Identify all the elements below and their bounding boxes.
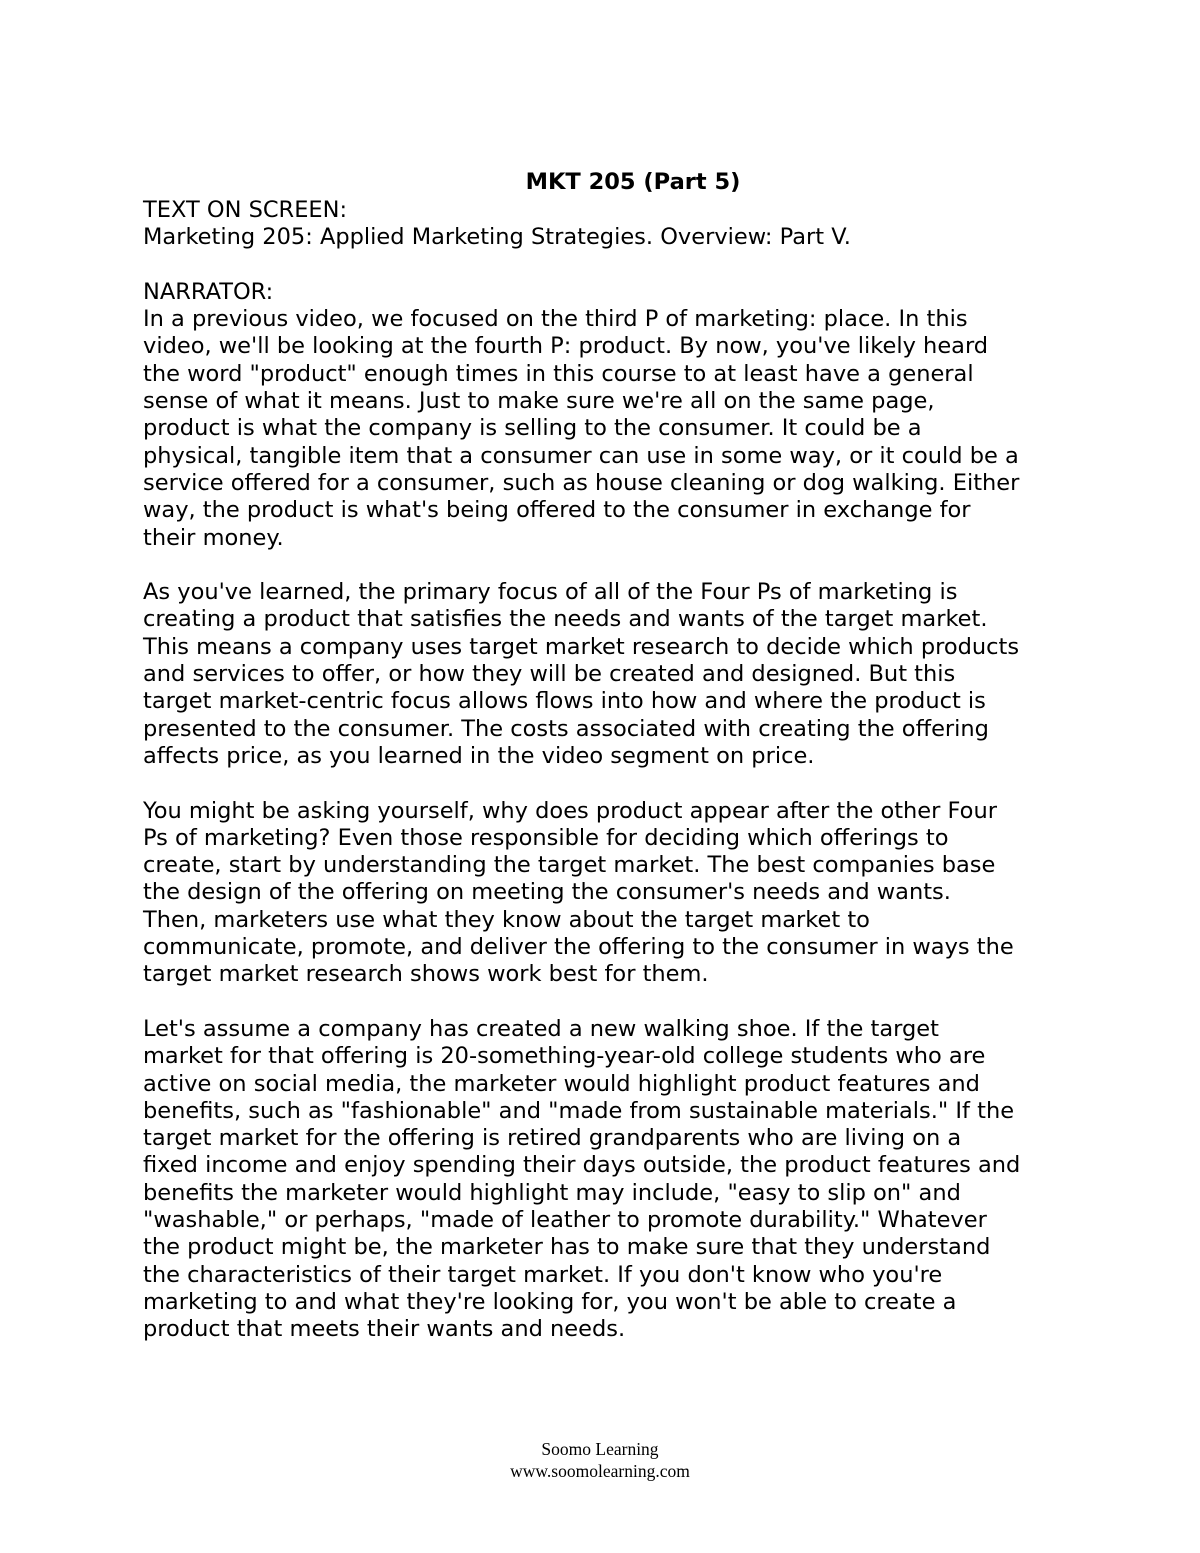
paragraph-line: As you've learned, the primary focus of all of the Four Ps of marketing is (143, 579, 958, 606)
paragraph-spacer (143, 989, 1083, 1016)
paragraph-line: creating a product that satisfies the needs and wants of the target market. (143, 606, 988, 633)
paragraph-line: way, the product is what's being offered to the consumer in exchange for (143, 497, 971, 524)
paragraph-line: the characteristics of their target market. If you don't know who you're (143, 1261, 943, 1288)
paragraph-line: benefits, such as "fashionable" and "made from sustainable materials." If the (143, 1097, 1015, 1124)
paragraph-line: create, start by understanding the target market. The best companies base (143, 852, 996, 879)
paragraph-line: affects price, as you learned in the video segment on price. (143, 742, 815, 769)
footer-website: www.soomolearning.com (510, 1461, 690, 1481)
paragraph-line: active on social media, the marketer would highlight product features and (143, 1070, 980, 1097)
paragraph-line: the word "product" enough times in this course to at least have a general (143, 360, 974, 387)
paragraph-spacer (143, 770, 1083, 797)
paragraph-line: You might be asking yourself, why does product appear after the other Four (143, 797, 997, 824)
paragraph-line: This means a company uses target market research to decide which products (143, 633, 1020, 660)
paragraph (143, 1016, 1083, 1344)
paragraph-spacer (143, 552, 1083, 579)
page-title: MKT 205 (Part 5) (525, 169, 741, 195)
paragraph-line: communicate, promote, and deliver the offering to the consumer in ways the (143, 934, 1014, 961)
paragraph-line: sense of what it means. Just to make sure we're all on the same page, (143, 388, 935, 415)
paragraph (143, 798, 1083, 989)
paragraph-line: the design of the offering on meeting the consumer's needs and wants. (143, 879, 951, 906)
paragraph-line: product is what the company is selling to the consumer. It could be a (143, 415, 922, 442)
paragraph-line: market for that offering is 20-something-year-old college students who are (143, 1043, 986, 1070)
paragraph-line: product that meets their wants and needs. (143, 1316, 626, 1343)
paragraph-line: In a previous video, we focused on the third P of marketing: place. In this (143, 306, 968, 333)
narration-paragraphs (143, 306, 1083, 1343)
footer-company: Soomo Learning (541, 1439, 659, 1459)
text-on-screen-section (143, 197, 1083, 252)
paragraph-line: the product might be, the marketer has to make sure that they understand (143, 1234, 991, 1261)
paragraph-line: video, we'll be looking at the fourth P: product. By now, you've likely heard (143, 333, 989, 360)
paragraph-line: "washable," or perhaps, "made of leather to promote durability." Whatever (143, 1206, 987, 1233)
text-on-screen-label: TEXT ON SCREEN: (143, 197, 348, 223)
page-footer (0, 1438, 1200, 1482)
paragraph-line: target market-centric focus allows flows into how and where the product is (143, 688, 986, 715)
paragraph-line: and services to offer, or how they will be created and designed. But this (143, 661, 956, 688)
paragraph-line: presented to the consumer. The costs associated with creating the offering (143, 715, 989, 742)
document-body (143, 168, 1083, 1343)
paragraph (143, 579, 1083, 770)
paragraph-line: Then, marketers use what they know about the target market to (143, 906, 870, 933)
narrator-section (143, 279, 1083, 1344)
paragraph-line: fixed income and enjoy spending their days outside, the product features and (143, 1152, 1021, 1179)
paragraph-line: target market for the offering is retired grandparents who are living on a (143, 1125, 962, 1152)
spacer (143, 252, 1083, 279)
paragraph-line: Ps of marketing? Even those responsible for deciding which offerings to (143, 824, 949, 851)
paragraph-line: benefits the marketer would highlight may include, "easy to slip on" and (143, 1179, 961, 1206)
text-on-screen-text: Marketing 205: Applied Marketing Strategies. Overview: Part V. (143, 224, 851, 251)
paragraph-line: service offered for a consumer, such as house cleaning or dog walking. Either (143, 469, 1020, 496)
paragraph-line: their money. (143, 524, 284, 551)
paragraph-line: physical, tangible item that a consumer can use in some way, or it could be a (143, 442, 1019, 469)
paragraph-line: target market research shows work best for them. (143, 961, 709, 988)
paragraph-line: Let's assume a company has created a new walking shoe. If the target (143, 1015, 939, 1042)
paragraph (143, 306, 1083, 552)
narrator-label: NARRATOR: (143, 278, 274, 305)
paragraph-line: marketing to and what they're looking for, you won't be able to create a (143, 1288, 957, 1315)
